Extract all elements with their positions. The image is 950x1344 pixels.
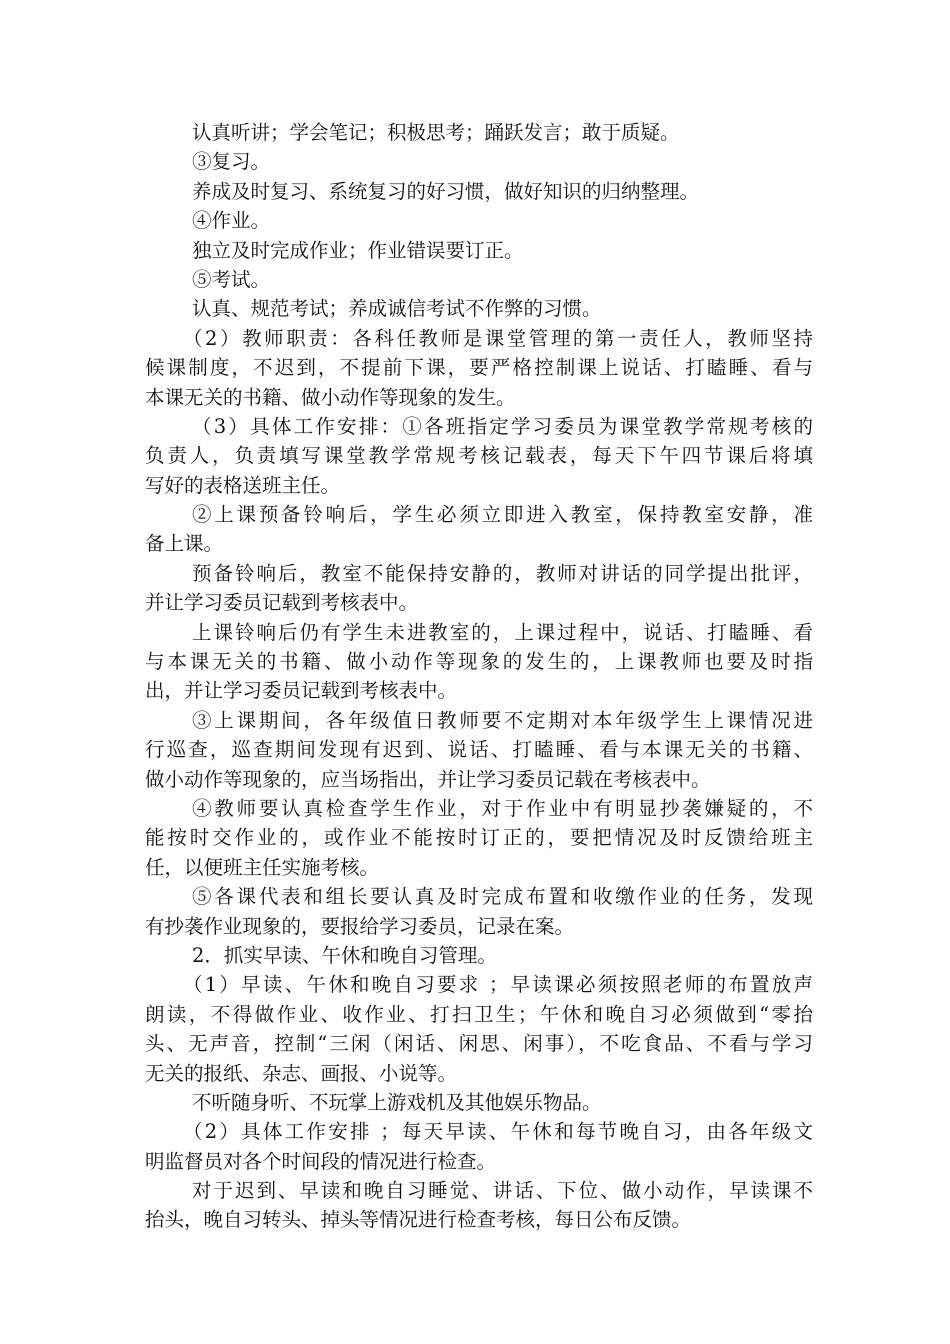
- text-line: ⑤考试。: [192, 267, 271, 291]
- text-line: （2）具体工作安排 ；每天早读、午休和每节晚自习，由各年级文: [183, 1120, 813, 1144]
- text-line: 朗读，不得做作业、收作业、打扫卫生；午休和晚自习必须做到“零抬: [145, 1002, 813, 1026]
- text-line: 候课制度，不迟到，不提前下课，要严格控制课上说话、打瞌睡、看与: [145, 356, 813, 380]
- text-line: 认真、规范考试；养成诚信考试不作弊的习惯。: [192, 297, 602, 321]
- text-line: 上课铃响后仍有学生未进教室的，上课过程中，说话、打瞌睡、看: [192, 620, 813, 644]
- text-line: 备上课。: [145, 532, 224, 556]
- text-line: ⑤各课代表和组长要认真及时完成布置和收缴作业的任务，发现: [192, 885, 813, 909]
- text-line: 无关的报纸、杂志、画报、小说等。: [145, 1061, 458, 1085]
- text-line: 做小动作等现象的，应当场指出，并让学习委员记载在考核表中。: [145, 767, 711, 791]
- text-line: 不听随身听、不玩掌上游戏机及其他娱乐物品。: [192, 1090, 602, 1114]
- text-line: 养成及时复习、系统复习的好习惯，做好知识的归纳整理。: [192, 179, 700, 203]
- text-line: 写好的表格送班主任。: [145, 473, 341, 497]
- text-line: ②上课预备铃响后，学生必须立即进入教室，保持教室安静，准: [192, 503, 813, 527]
- text-line: 与本课无关的书籍、做小动作等现象的发生的，上课教师也要及时指: [145, 650, 813, 674]
- document-body: [145, 118, 813, 1235]
- section-heading: 2．抓实早读、午休和晚自习管理。: [192, 943, 497, 967]
- text-line: 出，并让学习委员记载到考核表中。: [145, 679, 458, 703]
- text-line: 独立及时完成作业；作业错误要订正。: [192, 238, 524, 262]
- text-line: 本课无关的书籍、做小动作等现象的发生。: [145, 385, 516, 409]
- text-line: 预备铃响后，教室不能保持安静的，教师对讲话的同学提出批评，: [192, 561, 813, 585]
- text-line: 负责人，负责填写课堂教学常规考核记载表，每天下午四节课后将填: [145, 444, 813, 468]
- text-line: ③复习。: [192, 150, 271, 174]
- text-line: 能按时交作业的，或作业不能按时订正的，要把情况及时反馈给班主: [145, 826, 813, 850]
- text-line: 认真听讲；学会笔记；积极思考；踊跃发言；敢于质疑。: [192, 121, 680, 144]
- text-line: 对于迟到、早读和晚自习睡觉、讲话、下位、做小动作，早读课不: [192, 1179, 813, 1203]
- text-line: 抬头，晚自习转头、掉头等情况进行检查考核，每日公布反馈。: [145, 1208, 692, 1232]
- text-line: 并让学习委员记载到考核表中。: [145, 591, 419, 615]
- text-line: （2）教师职责：各科任教师是课堂管理的第一责任人，教师坚持: [183, 326, 813, 350]
- text-line: （3）具体工作安排：①各班指定学习委员为课堂教学常规考核的: [192, 414, 813, 438]
- text-line: 任，以便班主任实施考核。: [145, 855, 380, 879]
- text-line: （1）早读、午休和晚自习要求 ；早读课必须按照老师的布置放声: [183, 973, 813, 997]
- text-line: 明监督员对各个时间段的情况进行检查。: [145, 1149, 497, 1173]
- text-line: 有抄袭作业现象的，要报给学习委员，记录在案。: [145, 914, 575, 938]
- text-line: 行巡查，巡查期间发现有迟到、说话、打瞌睡、看与本课无关的书籍、: [145, 738, 813, 762]
- text-line: ④教师要认真检查学生作业，对于作业中有明显抄袭嫌疑的，不: [192, 796, 813, 820]
- text-line: ③上课期间，各年级值日教师要不定期对本年级学生上课情况进: [192, 708, 813, 732]
- text-line: ④作业。: [192, 209, 271, 233]
- text-line: 头、无声音，控制“三闲（闲话、闲思、闲事），不吃食品、不看与学习: [145, 1032, 813, 1056]
